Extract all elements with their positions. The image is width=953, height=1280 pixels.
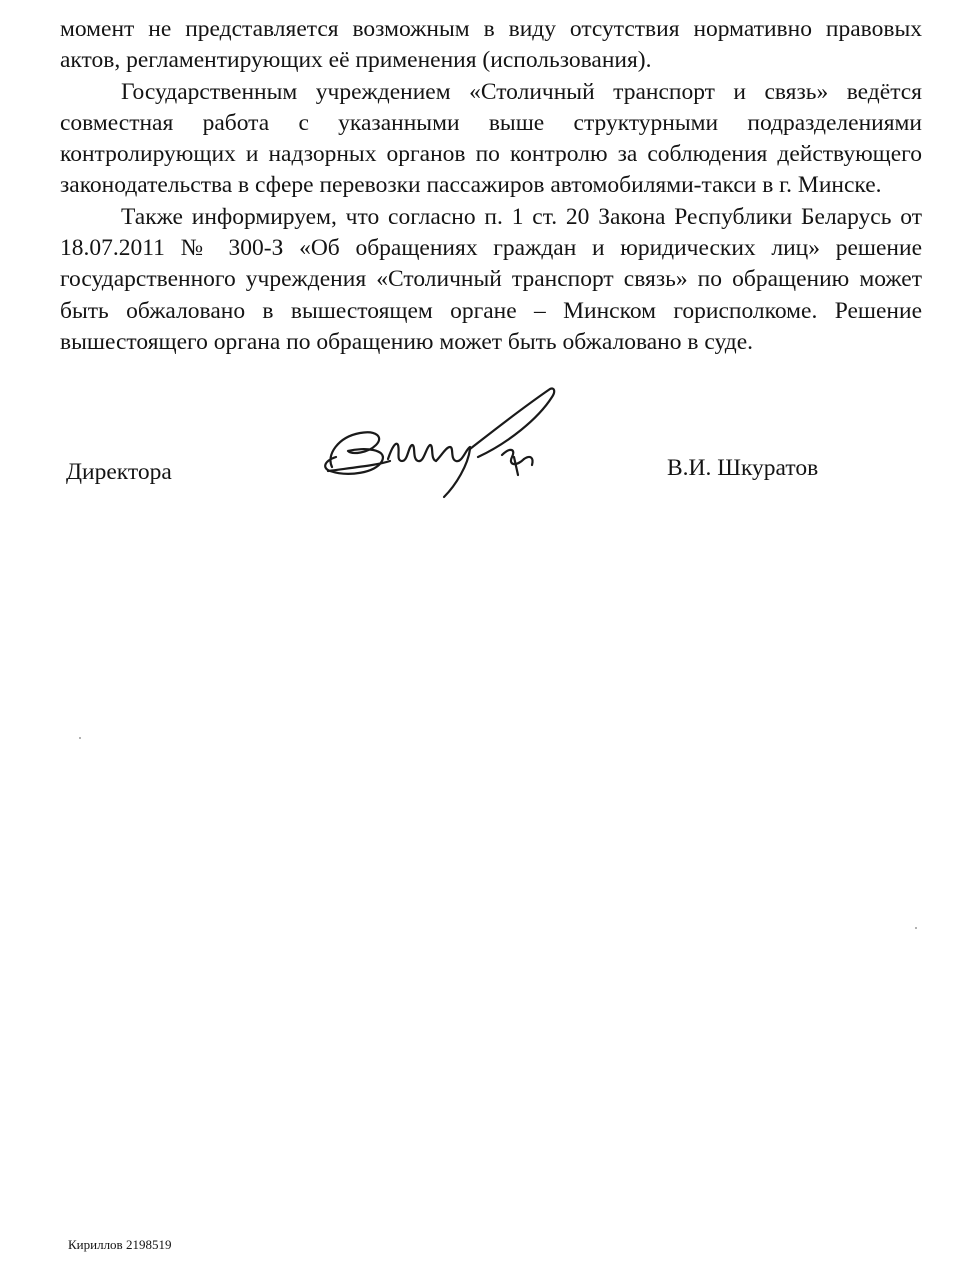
paragraph-appeal-rights: Также информируем, что согласно п. 1 ст. 20 Закона Республики Беларусь от 18.07.2011 № 300-З «Об обращениях граждан и юридических лиц» решение государственного учреждения «Столичный транспорт связь» по обращению может быть обжаловано в вышестоящем органе – Минском горисполкоме. Решение вышестоящего органа по обращению может быть обжаловано в суде. [60, 203, 922, 355]
paragraph-continued: момент не представляется возможным в виду отсутствия нормативно правовых актов, регламентирующих её применения (использования). [60, 16, 922, 74]
scan-speck [915, 927, 917, 929]
signatory-name: В.И. Шкуратов [667, 455, 819, 481]
paragraph-joint-work: Государственным учреждением «Столичный транспорт и связь» ведётся совместная работа с указанными выше структурными подразделениями контролирующих и надзорных органов по контролю за соблюдения действующего законодательства в сфере перевозки пассажиров автомобилями-такси в г. Минске. [60, 78, 922, 199]
handwritten-signature [318, 385, 578, 505]
letter-body [60, 14, 922, 358]
executor-note: Кириллов 2198519 [68, 1237, 172, 1252]
scan-speck [79, 737, 81, 739]
signatory-position: Директора [66, 459, 172, 485]
